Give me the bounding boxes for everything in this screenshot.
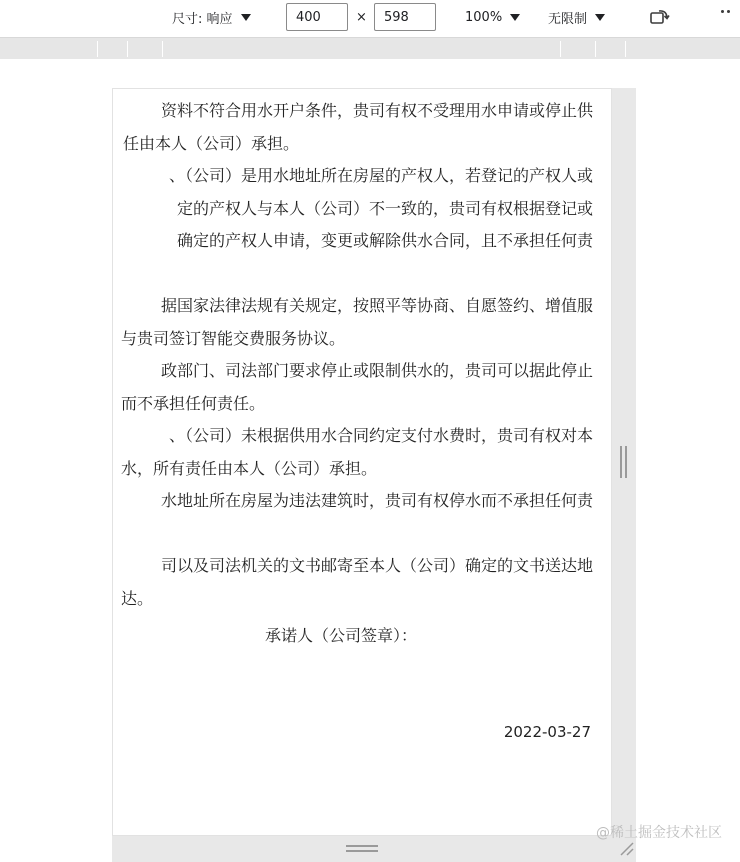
document-line: 而不承担任何责任。 bbox=[121, 393, 266, 413]
dimensions-dropdown[interactable] bbox=[172, 0, 251, 34]
zoom-dropdown[interactable] bbox=[465, 0, 520, 34]
media-query-bar[interactable] bbox=[0, 37, 740, 59]
document-body bbox=[113, 95, 593, 615]
rotate-icon[interactable] bbox=[650, 8, 670, 26]
throttle-label: 无限制 bbox=[548, 11, 588, 27]
signature-label: 承诺人（公司签章）： bbox=[264, 626, 417, 645]
document-line: 与贵司签订智能交费服务协议。 bbox=[121, 328, 346, 348]
mq-divider bbox=[560, 41, 561, 57]
document-line: 达。 bbox=[121, 588, 154, 608]
chevron-down-icon bbox=[241, 14, 251, 21]
device-toolbar bbox=[0, 0, 740, 34]
document-line: 定的产权人与本人（公司）不一致的，贵司有权根据登记或 bbox=[176, 198, 593, 218]
document-line: 政部门、司法部门要求停止或限制供水的，贵司可以据此停止 bbox=[160, 361, 593, 380]
document-line: 资料不符合用水开户条件，贵司有权不受理用水申请或停止供 bbox=[160, 101, 593, 120]
document-date: 2022-03-27 bbox=[503, 723, 591, 741]
document-line bbox=[113, 258, 593, 291]
height-input[interactable]: 598 bbox=[374, 3, 436, 31]
right-resize-handle[interactable] bbox=[620, 446, 628, 478]
corner-resize-icon[interactable] bbox=[618, 840, 634, 856]
dimensions-label: 尺寸: 响应 bbox=[172, 11, 233, 27]
throttle-dropdown[interactable] bbox=[548, 0, 605, 34]
width-input[interactable]: 400 bbox=[286, 3, 348, 31]
emulated-page bbox=[112, 88, 612, 836]
mq-divider bbox=[162, 41, 163, 57]
document-line: 水地址所在房屋为违法建筑时，贵司有权停水而不承担任何责 bbox=[160, 491, 593, 510]
mq-divider bbox=[97, 41, 98, 57]
document-line: 据国家法律法规有关规定，按照平等协商、自愿签约、增值服 bbox=[160, 296, 593, 315]
chevron-down-icon bbox=[595, 14, 605, 21]
document-line: 确定的产权人申请，变更或解除供水合同，且不承担任何责 bbox=[176, 231, 593, 250]
mq-divider bbox=[595, 41, 596, 57]
document-line: 、（公司）是用水地址所在房屋的产权人，若登记的产权人或 bbox=[168, 166, 593, 185]
document-line: 任由本人（公司）承担。 bbox=[123, 133, 300, 153]
document-line: 司以及司法机关的文书邮寄至本人（公司）确定的文书送达地 bbox=[160, 556, 593, 575]
watermark-text: @稀土掘金技术社区 bbox=[596, 825, 722, 841]
document-line: 、（公司）未根据供用水合同约定支付水费时，贵司有权对本 bbox=[168, 426, 593, 445]
document-line: 水，所有责任由本人（公司）承担。 bbox=[121, 458, 378, 478]
times-symbol: × bbox=[356, 9, 367, 25]
mq-divider bbox=[625, 41, 626, 57]
mq-divider bbox=[127, 41, 128, 57]
zoom-label: 100% bbox=[465, 9, 503, 25]
document-line bbox=[113, 518, 593, 551]
more-vert-icon[interactable] bbox=[721, 10, 733, 24]
bottom-resize-handle[interactable] bbox=[346, 845, 378, 853]
chevron-down-icon bbox=[510, 14, 520, 21]
